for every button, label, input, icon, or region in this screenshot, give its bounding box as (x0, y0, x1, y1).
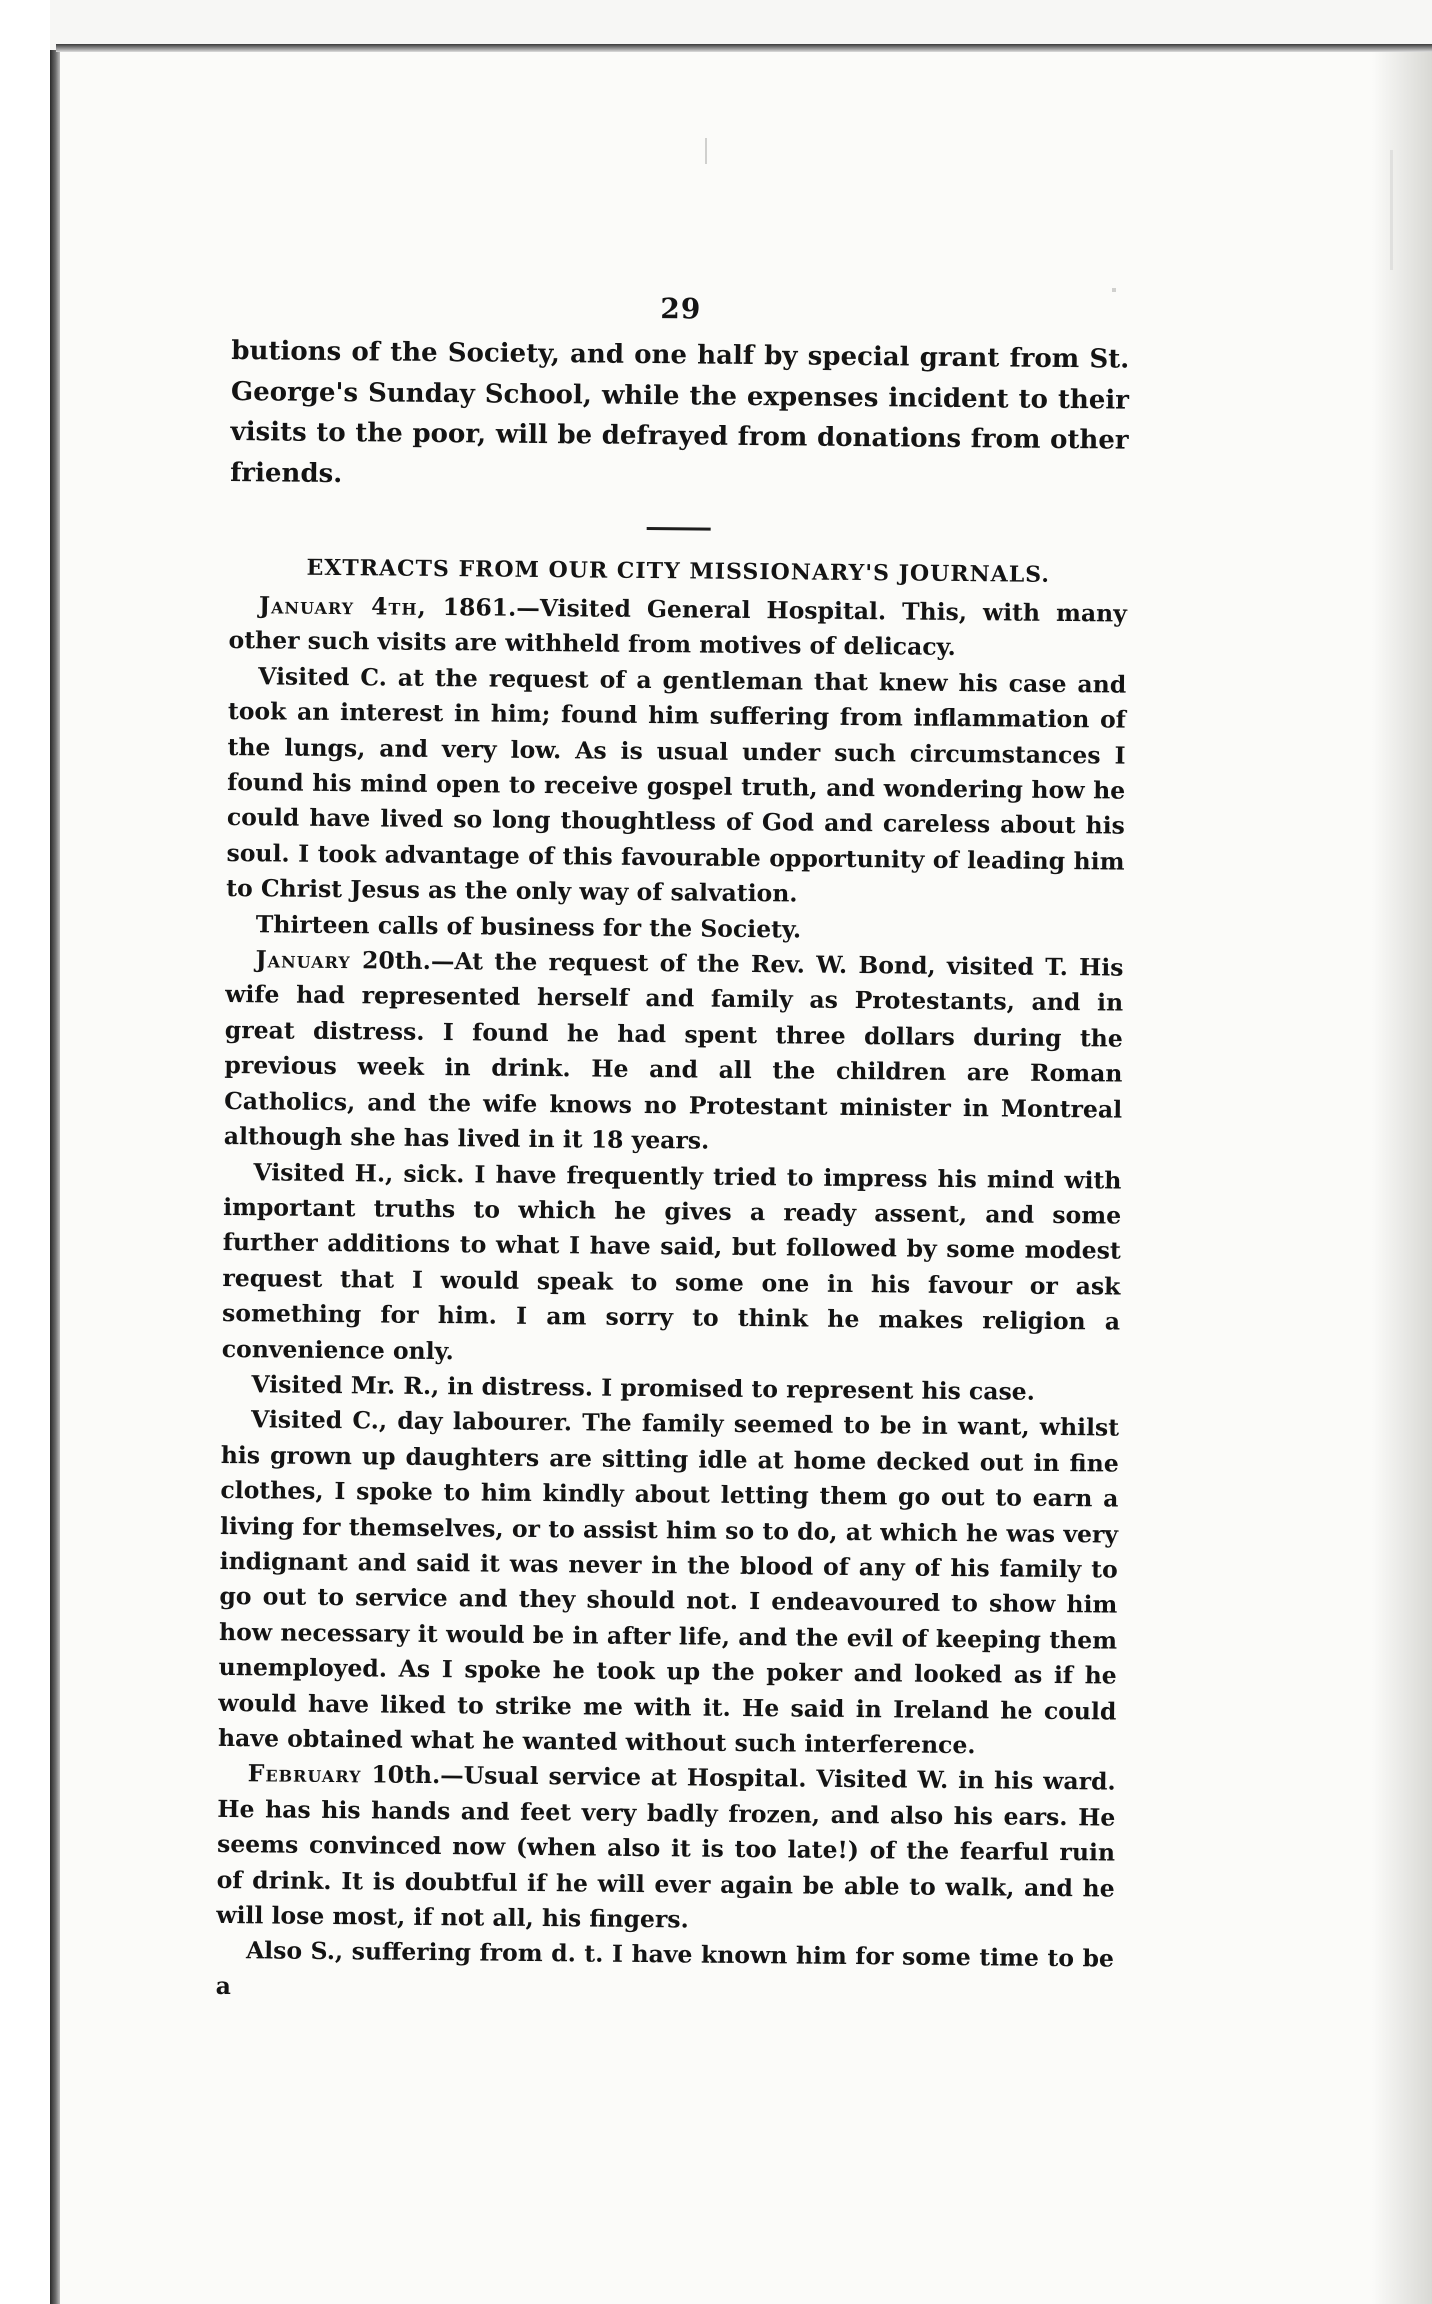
entry-date: January 4th, (258, 591, 427, 621)
lead-paragraph: butions of the Society, and one half by special grant from St. George's Sunday School, while the expenses incident to their visits to the poor, will be defrayed from donations from other friends. (230, 335, 1130, 489)
entry-text: Visited Mr. R., in distress. I promised to represent his case. (251, 1370, 1036, 1406)
speck-mark (1112, 288, 1116, 292)
journal-entry (216, 1756, 1116, 1942)
speck-mark (705, 138, 707, 164)
entry-text: 1861.—Visited General Hospital. This, with many other such visits are withheld from motives of delicacy. (228, 592, 1128, 662)
page-binding-edge (50, 50, 60, 2304)
entry-date: February (247, 1759, 362, 1789)
entry-text: Visited H., sick. I have frequently tried to impress his mind with important truths to which he gives a ready assent, and some further additions to what I have said, but followed by some modest request that I would speak to some one in his favour or ask something for him. I am sorry to think he makes religion a convenience only. (221, 1157, 1122, 1365)
entry-text: Also S., suffering from d. t. I have known him for some time to be a (215, 1936, 1115, 2000)
journal-entry (228, 588, 1127, 667)
journal-entry (215, 1933, 1114, 2012)
page-top-edge (56, 44, 1432, 52)
entry-text: 20th.—At the request of the Rev. W. Bond, visited T. His wife had represented herself and family as Protestants, and in great distress. I found he had spent three dollars during the previous week in drink. He and all the children are Roman Catholics, and the wife knows no Protestant minister in Montreal although she has lived in it 18 years. (223, 946, 1124, 1155)
journal-entry (222, 1154, 1122, 1375)
entry-text: Visited C. at the request of a gentleman that knew his case and took an interest in him; found him suffering from inflammation of the lungs, and very low. As is usual under such circumstances I found his mind open to receive gospel truth, and wondering how he could have lived so long thoughtless of God and careless about his soul. I took advantage of this favourable opportunity of leading him to Christ Jesus as the only way of salvation. (226, 662, 1127, 908)
journal-entry (224, 942, 1124, 1163)
section-heading: EXTRACTS FROM OUR CITY MISSIONARY'S JOURNALS. (306, 554, 1051, 588)
entry-text: Thirteen calls of business for the Society. (255, 909, 802, 944)
journal-entry (226, 659, 1126, 915)
scan-margin (0, 0, 50, 2304)
page-edge-shadow (1372, 52, 1432, 2304)
speck-mark (1390, 150, 1393, 270)
journal-entry (218, 1402, 1119, 1765)
section-rule (647, 527, 711, 531)
entry-text: Visited C., day labourer. The family seemed to be in want, whilst his grown up daughters are sitting idle at home decked out in fine clothes, I spoke to him kindly about letting them go out to earn a living for themselves, or to assist him so to do, at which he was very indignant and said it was never in the blood of any of his family to go out to service and they should not. I endeavoured to show him how necessary it would be in after life, and the evil of keeping them unemployed. As I spoke he took up the poker and looked as if he would have liked to strike me with it. He said in Ireland he could have obtained what he wanted without such interference. (217, 1405, 1120, 1760)
page-text (215, 285, 1129, 2013)
page-number: 29 (660, 292, 702, 326)
entry-text: 10th.—Usual service at Hospital. Visited W. in his ward. He has his hands and feet very badly frozen, and also his ears. He seems convinced now (when also it is too late!) of the fearful ruin of drink. It is doubtful if he will ever again be able to walk, and he will lose most, if not all, his fingers. (216, 1760, 1116, 1934)
entry-date: January (255, 945, 351, 975)
